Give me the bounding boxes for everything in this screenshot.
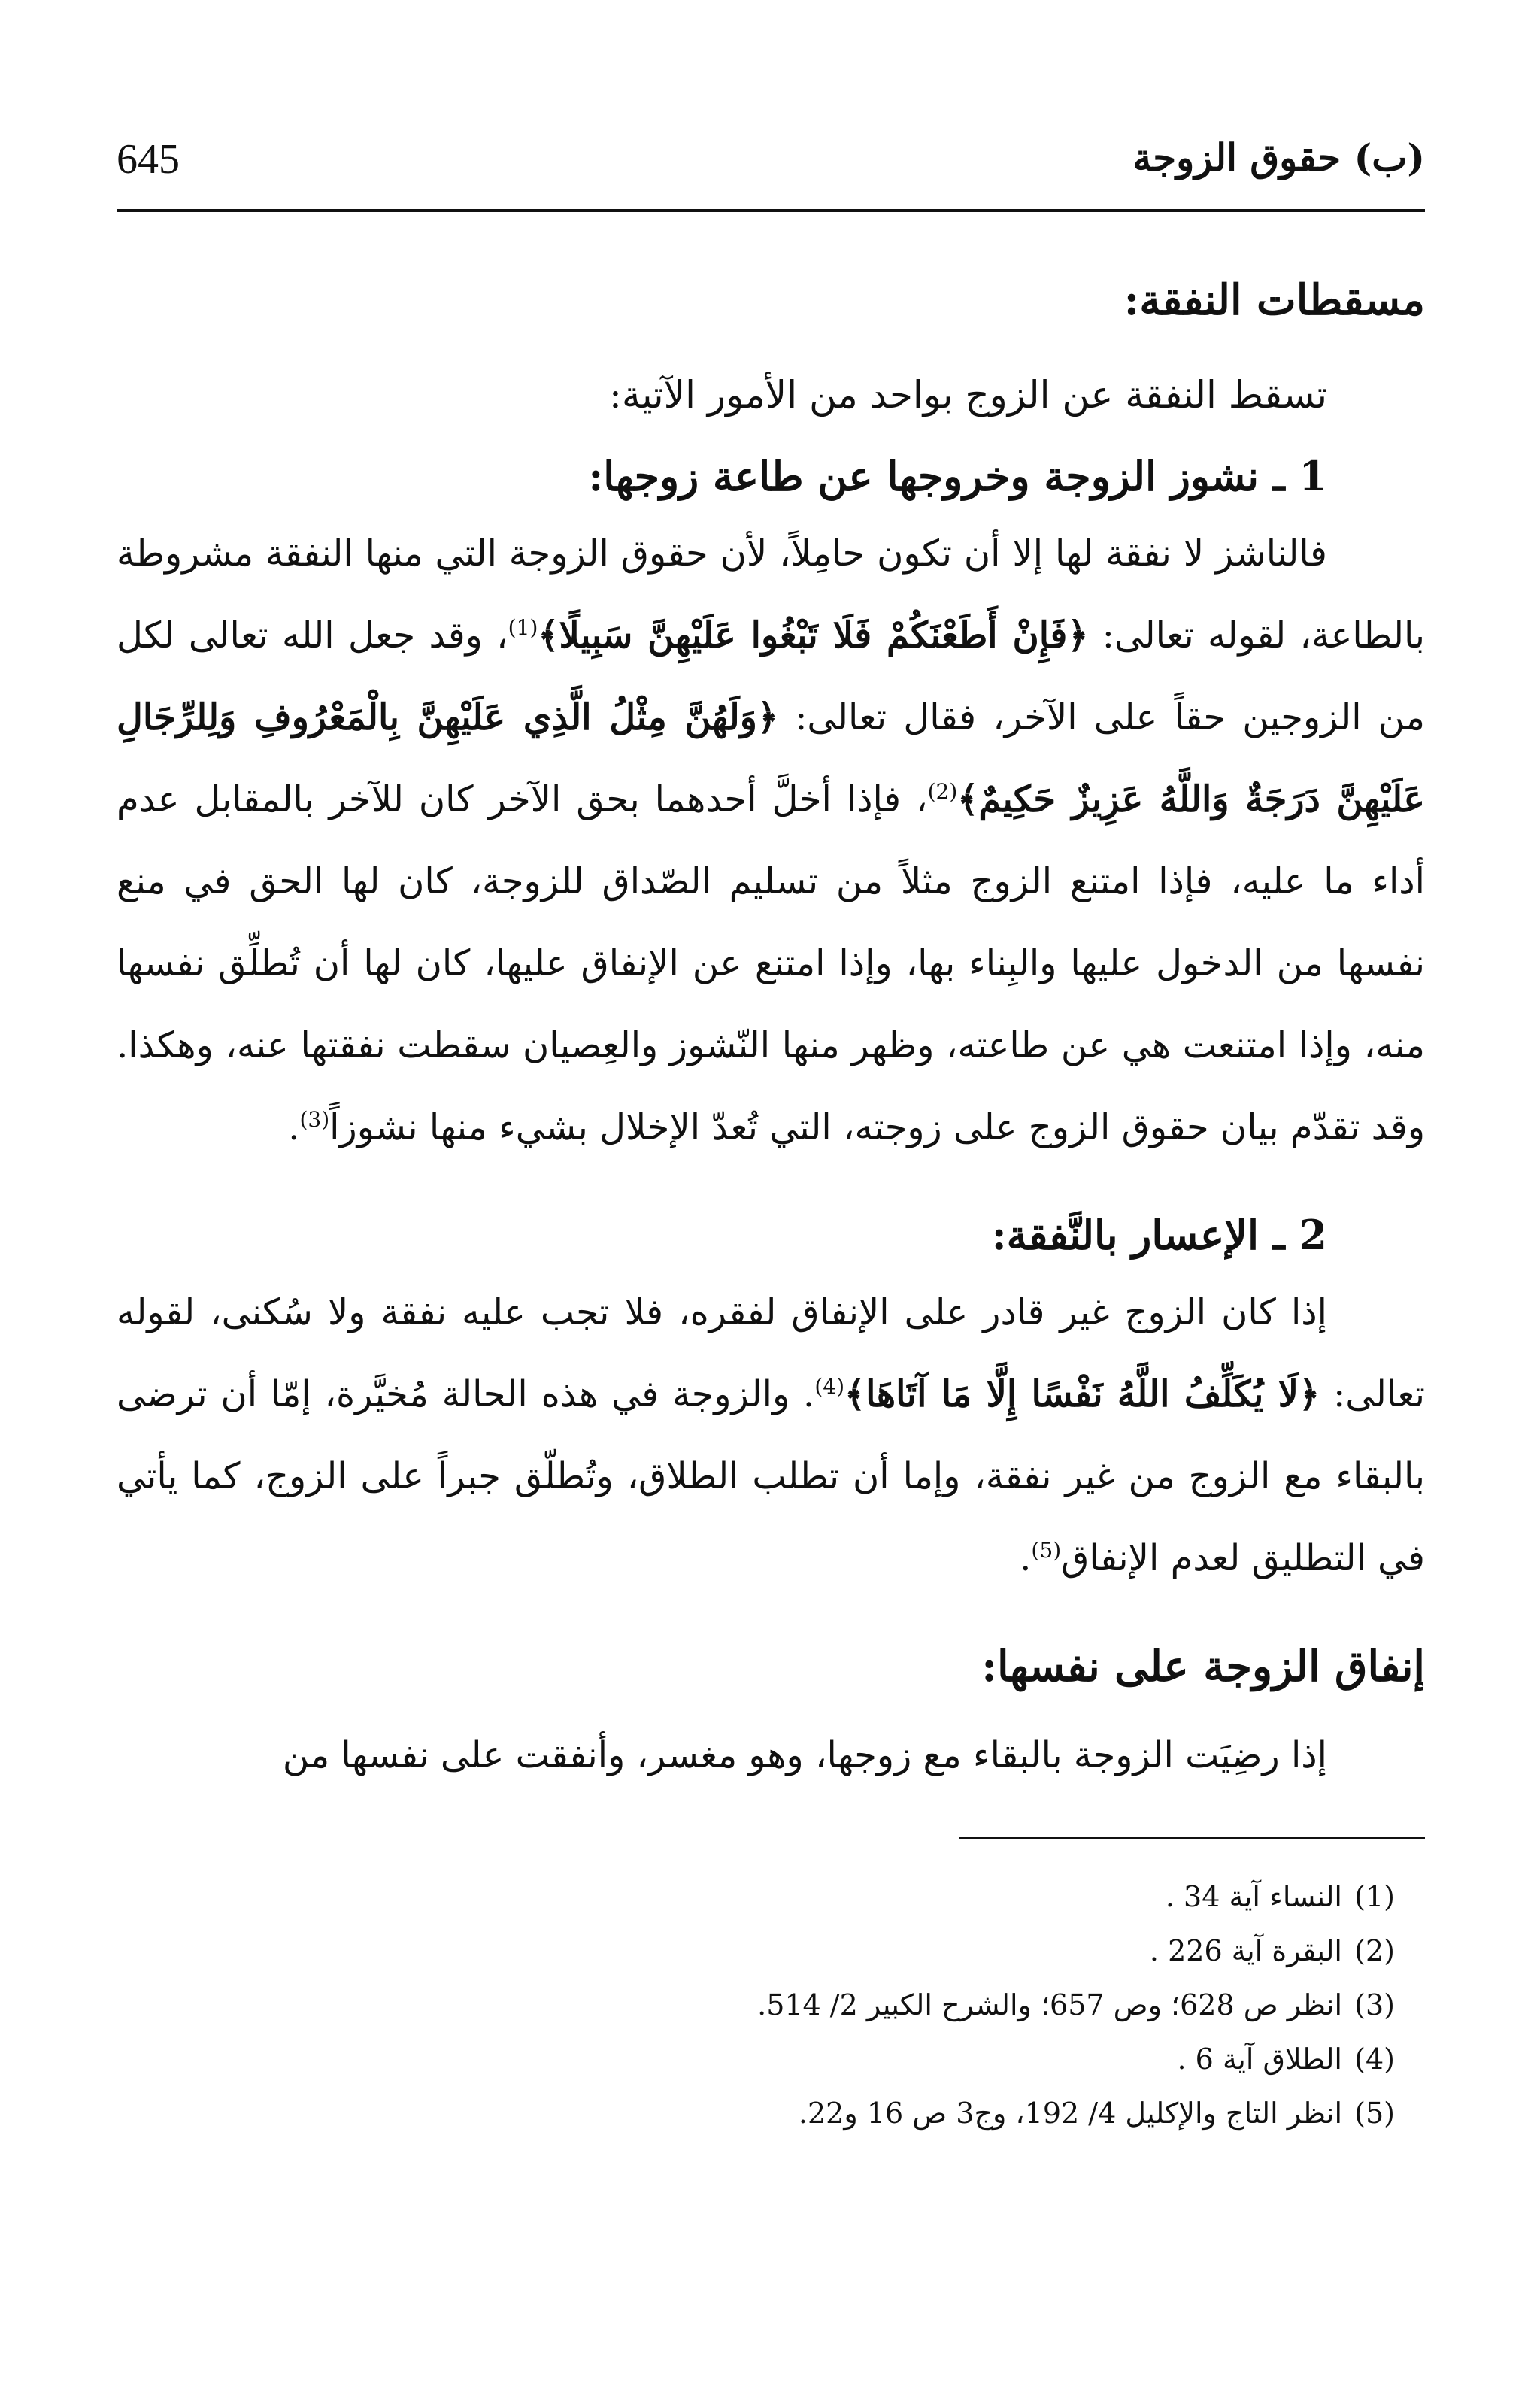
item1-text-3: ، فإذا أخلَّ أحدهما بحق الآخر كان للآخر بالمقابل عدم أداء ما عليه، فإذا امتنع الزوج مثلاً من تسليم الصّداق للزوجة، كان لها الحق في منع نفسها من الدخول عليها والبِناء بها، وإذا امتنع عن الإنفاق عليها، كان لها أن تُطلِّق نفسها منه، وإذا امتنعت هي عن طاعته، وظهر منها النّشوز والعِصيان سقطت نفقتها عنه، وهكذا. وقد تقدّم بيان حقوق الزوج على زوجته، التي تُعدّ الإخلال بشيء منها نشوزاً bbox=[117, 778, 1425, 1149]
section2-paragraph: إذا رضِيَت الزوجة بالبقاء مع زوجها، وهو مغسر، وأنفقت على نفسها من bbox=[282, 1733, 1327, 1776]
footnote-item bbox=[117, 1978, 1395, 2032]
quran-verse-3: ﴿لَا يُكَلِّفُ اللَّهُ نَفْسًا إِلَّا مَا آتَاهَا﴾ bbox=[844, 1373, 1320, 1416]
section-intro: تسقط النفقة عن الزوج بواحد من الأمور الآتية: bbox=[608, 373, 1327, 417]
footnote-number: (2) bbox=[1354, 1933, 1395, 1967]
footnote-text: انظر ص 628؛ وص 657؛ والشرح الكبير 2/ 514. bbox=[757, 1988, 1342, 2021]
footnote-ref-2: (2) bbox=[927, 779, 958, 805]
item2-text-2: . والزوجة في هذه الحالة مُخيَّرة، إمّا أن ترضى بالبقاء مع الزوج من غير نفقة، وإما أن تطلب الطلاق، وتُطلّق جبراً على الزوج، كما يأتي في التطليق لعدم الإنفاق bbox=[117, 1373, 1425, 1580]
footnote-ref-3: (3) bbox=[299, 1107, 330, 1133]
item2-paragraph bbox=[117, 1272, 1425, 1600]
footnote-text: البقرة آية 226 . bbox=[1149, 1933, 1342, 1967]
footnote-number: (3) bbox=[1354, 1988, 1395, 2021]
footnote-number: (4) bbox=[1354, 2042, 1395, 2076]
footnote-number: (5) bbox=[1354, 2096, 1395, 2130]
item2-text-1: إذا كان الزوج غير قادر على الإنفاق لفقره، فلا تجب عليه نفقة ولا سُكنى، لقوله تعالى: bbox=[117, 1291, 1426, 1416]
footnote-rule bbox=[959, 1837, 1425, 1839]
quran-verse-1: ﴿فَإِنْ أَطَعْنَكُمْ فَلَا تَبْغُوا عَلَيْهِنَّ سَبِيلًا﴾ bbox=[538, 614, 1089, 657]
footnote-ref-5: (5) bbox=[1031, 1538, 1062, 1563]
book-page bbox=[117, 113, 1425, 2140]
item1-paragraph bbox=[117, 513, 1425, 1169]
footnote-item bbox=[117, 2086, 1395, 2140]
footnote-text: النساء آية 34 . bbox=[1165, 1879, 1342, 1913]
footnote-text: انظر التاج والإكليل 4/ 192، وج3 ص 16 و22. bbox=[798, 2096, 1342, 2130]
item-heading-disobedience: 1 ـ نشوز الزوجة وخروجها عن طاعة زوجها: bbox=[588, 452, 1327, 501]
footnote-item bbox=[117, 1870, 1395, 1924]
header-rule bbox=[117, 209, 1425, 212]
footnote-item bbox=[117, 2032, 1395, 2086]
footnote-ref-4: (4) bbox=[814, 1374, 845, 1400]
quran-verse-2: ﴿وَلَهُنَّ مِثْلُ الَّذِي عَلَيْهِنَّ بِالْمَعْرُوفِ وَلِلرِّجَالِ عَلَيْهِنَّ دَرَجَةٌ وَاللَّهُ عَزِيزٌ حَكِيمٌ﴾ bbox=[117, 696, 1426, 821]
running-header bbox=[117, 113, 1425, 203]
item2-text-end: . bbox=[1020, 1537, 1032, 1580]
footnotes bbox=[117, 1870, 1425, 2140]
item1-text-1: فالناشز لا نفقة لها إلا أن تكون حامِلاً، لأن حقوق الزوجة التي منها النفقة مشروطة بالطاعة، لقوله تعالى: bbox=[117, 532, 1425, 657]
item1-text-2: ، وقد جعل الله تعالى لكل من الزوجين حقاً على الآخر، فقال تعالى: bbox=[117, 614, 1426, 739]
section-heading-expense-removal: مسقطات النفقة: bbox=[1123, 275, 1425, 325]
footnote-number: (1) bbox=[1354, 1879, 1395, 1913]
footnote-text: الطلاق آية 6 . bbox=[1177, 2042, 1342, 2076]
footnote-ref-1: (1) bbox=[508, 615, 538, 641]
page-number: 645 bbox=[117, 136, 180, 183]
item1-text-end: . bbox=[288, 1106, 300, 1149]
section-heading-wife-self-support: إنفاق الزوجة على نفسها: bbox=[981, 1642, 1425, 1692]
item-heading-insolvency: 2 ـ الإعسار بالنَّفقة: bbox=[991, 1211, 1327, 1260]
footnote-item bbox=[117, 1924, 1395, 1978]
running-title: (ب) حقوق الزوجة bbox=[1132, 135, 1425, 180]
